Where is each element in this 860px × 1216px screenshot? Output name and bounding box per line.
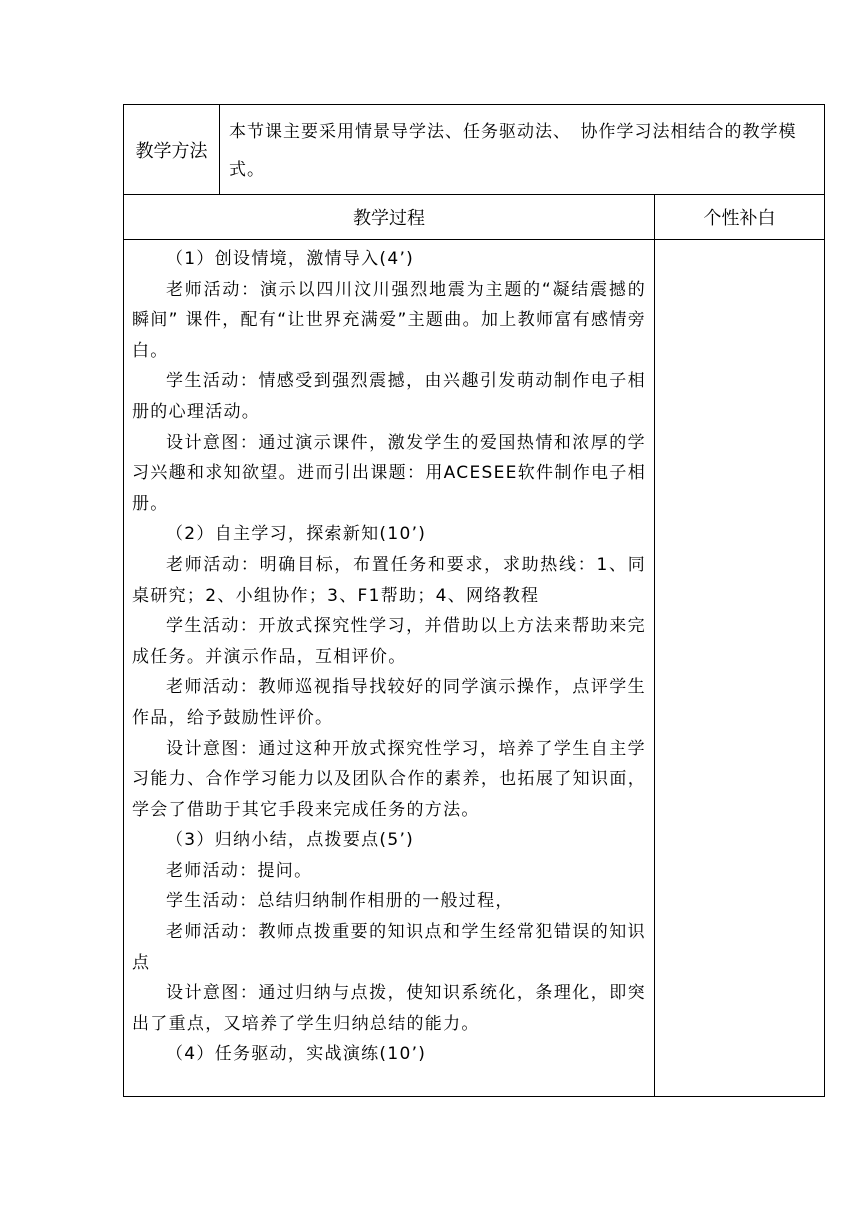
section-heading: （4）任务驱动，实战演练(10’): [166, 1044, 427, 1065]
section-heading: （1）创设情境，激情导入(4’): [166, 249, 415, 269]
paragraph: 老师活动：演示以四川汶川强烈地震为主题的“凝结震撼的瞬间” 课件，配有“让世界充满爱”主题曲。加上教师富有感情旁白。: [132, 279, 646, 361]
paragraph: 学生活动：开放式探究性学习，并借助以上方法来帮助来完成任务。并演示作品，互相评价。: [132, 616, 646, 667]
lesson-plan-table: [123, 104, 825, 1097]
method-label: 教学方法: [124, 105, 220, 195]
paragraph: 学生活动：情感受到强烈震撼，由兴趣引发萌动制作电子相册的心理活动。: [132, 371, 646, 422]
method-row: [124, 105, 825, 195]
supplement-header: 个性补白: [655, 195, 825, 240]
paragraph: 设计意图：通过这种开放式探究性学习，培养了学生自主学习能力、合作学习能力以及团队合作的素养，也拓展了知识面，学会了借助于其它手段来完成任务的方法。: [132, 738, 646, 820]
paragraph: 老师活动：提问。: [166, 860, 313, 881]
paragraph: 设计意图：通过演示课件，激发学生的爱国热情和浓厚的学习兴趣和求知欲望。进而引出课题：用ACESEE软件制作电子相册。: [132, 432, 646, 514]
paragraph: 老师活动：明确目标，布置任务和要求，求助热线：1、同桌研究；2、小组协作；3、F1帮助；4、网络教程: [132, 554, 646, 606]
paragraph: 老师活动：教师点拨重要的知识点和学生经常犯错误的知识点: [132, 922, 646, 973]
process-body: [124, 240, 655, 1097]
supplement-body: [655, 240, 825, 1097]
section-heading: （2）自主学习，探索新知(10’): [166, 524, 427, 545]
header-row: [124, 195, 825, 240]
process-header: 教学过程: [124, 195, 655, 240]
method-content: 本节课主要采用情景导学法、任务驱动法、 协作学习法相结合的教学模式。: [220, 105, 825, 195]
paragraph: 设计意图：通过归纳与点拨，使知识系统化，条理化，即突出了重点，又培养了学生归纳总结的能力。: [132, 983, 646, 1034]
paragraph: 学生活动：总结归纳制作相册的一般过程，: [166, 891, 514, 912]
paragraph: 老师活动：教师巡视指导找较好的同学演示操作，点评学生作品，给予鼓励性评价。: [132, 677, 646, 728]
body-row: [124, 240, 825, 1097]
section-heading: （3）归纳小结，点拨要点(5’): [166, 830, 415, 851]
